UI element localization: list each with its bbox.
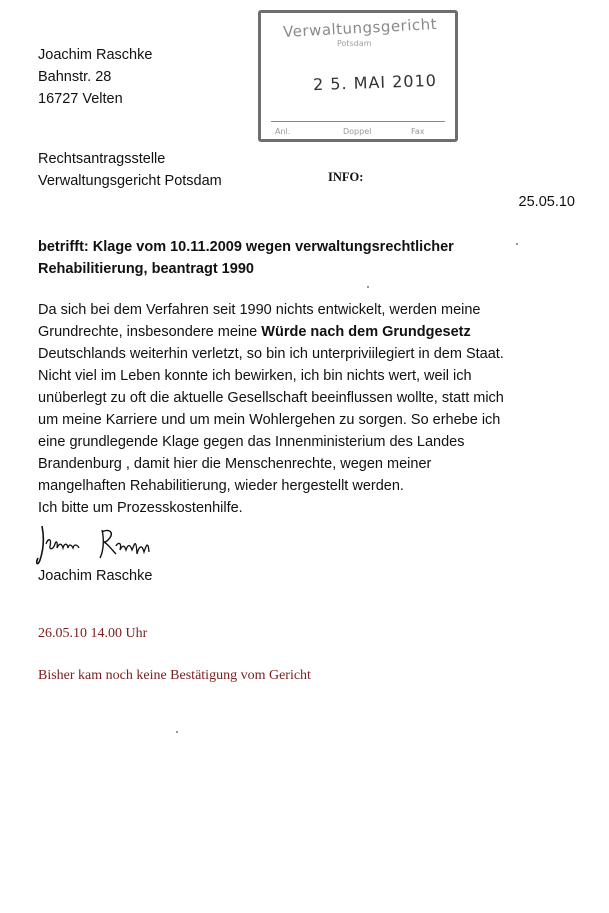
body-line: Ich bitte um Prozesskostenhilfe. xyxy=(38,500,243,516)
stamp-date: 2 5. MAI 2010 xyxy=(312,70,438,95)
handwritten-signature xyxy=(36,522,166,570)
subject-line xyxy=(38,236,454,280)
body-line: Brandenburg , damit hier die Menschenrechte, wegen meiner xyxy=(38,456,432,472)
stamp-divider xyxy=(271,121,445,122)
body-line: unüberlegt zu oft die aktuelle Gesellschaft beeinflussen wollte, statt mich xyxy=(38,390,504,406)
letter-date: 25.05.10 xyxy=(518,194,575,210)
body-line: Nicht viel im Leben konnte ich bewirken, ich bin nichts wert, weil ich xyxy=(38,368,472,384)
scan-speck xyxy=(176,731,178,733)
body-line: eine grundlegende Klage gegen das Innenministerium des Landes xyxy=(38,434,465,450)
sender-city: 16727 Velten xyxy=(38,91,123,107)
stamp-field-doppel: Doppel xyxy=(343,127,372,136)
body-line: um meine Karriere und um mein Wohlergehen zu sorgen. So erhebe ich xyxy=(38,412,501,428)
stamp-field-fax: Fax xyxy=(411,127,425,136)
stamp-title: Verwaltungsgericht xyxy=(282,14,438,42)
body-line xyxy=(38,321,504,343)
recipient-address xyxy=(38,148,222,192)
court-receipt-stamp xyxy=(258,10,458,142)
stamp-subtitle: Potsdam xyxy=(337,39,372,48)
subject-line-1: betrifft: Klage vom 10.11.2009 wegen verwaltungsrechtlicher xyxy=(38,239,454,255)
recipient-line-1: Rechtsantragsstelle xyxy=(38,151,166,167)
note-status: Bisher kam noch keine Bestätigung vom Gericht xyxy=(38,668,311,683)
body-line: Da sich bei dem Verfahren seit 1990 nichts entwickelt, werden meine xyxy=(38,302,481,318)
body-line: Deutschlands weiterhin verletzt, so bin ich unterpriviilegiert in dem Staat. xyxy=(38,346,504,362)
letter-body xyxy=(38,299,504,519)
signer-name: Joachim Raschke xyxy=(38,568,153,584)
body-line: mangelhaften Rehabilitierung, wieder hergestellt werden. xyxy=(38,478,404,494)
sender-name: Joachim Raschke xyxy=(38,47,153,63)
scan-speck xyxy=(516,243,518,245)
stamp-field-anl: Anl. xyxy=(275,127,291,136)
subject-line-2: Rehabilitierung, beantragt 1990 xyxy=(38,261,254,277)
recipient-line-2: Verwaltungsgericht Potsdam xyxy=(38,173,222,189)
scan-speck xyxy=(367,286,369,288)
sender-address xyxy=(38,44,152,110)
sender-street: Bahnstr. 28 xyxy=(38,69,112,85)
note-timestamp: 26.05.10 14.00 Uhr xyxy=(38,626,148,641)
body-line-text: Grundrechte, insbesondere meine xyxy=(38,324,262,340)
body-line-bold: Würde nach dem Grundgesetz xyxy=(261,324,471,340)
info-label: INFO: xyxy=(328,170,364,184)
